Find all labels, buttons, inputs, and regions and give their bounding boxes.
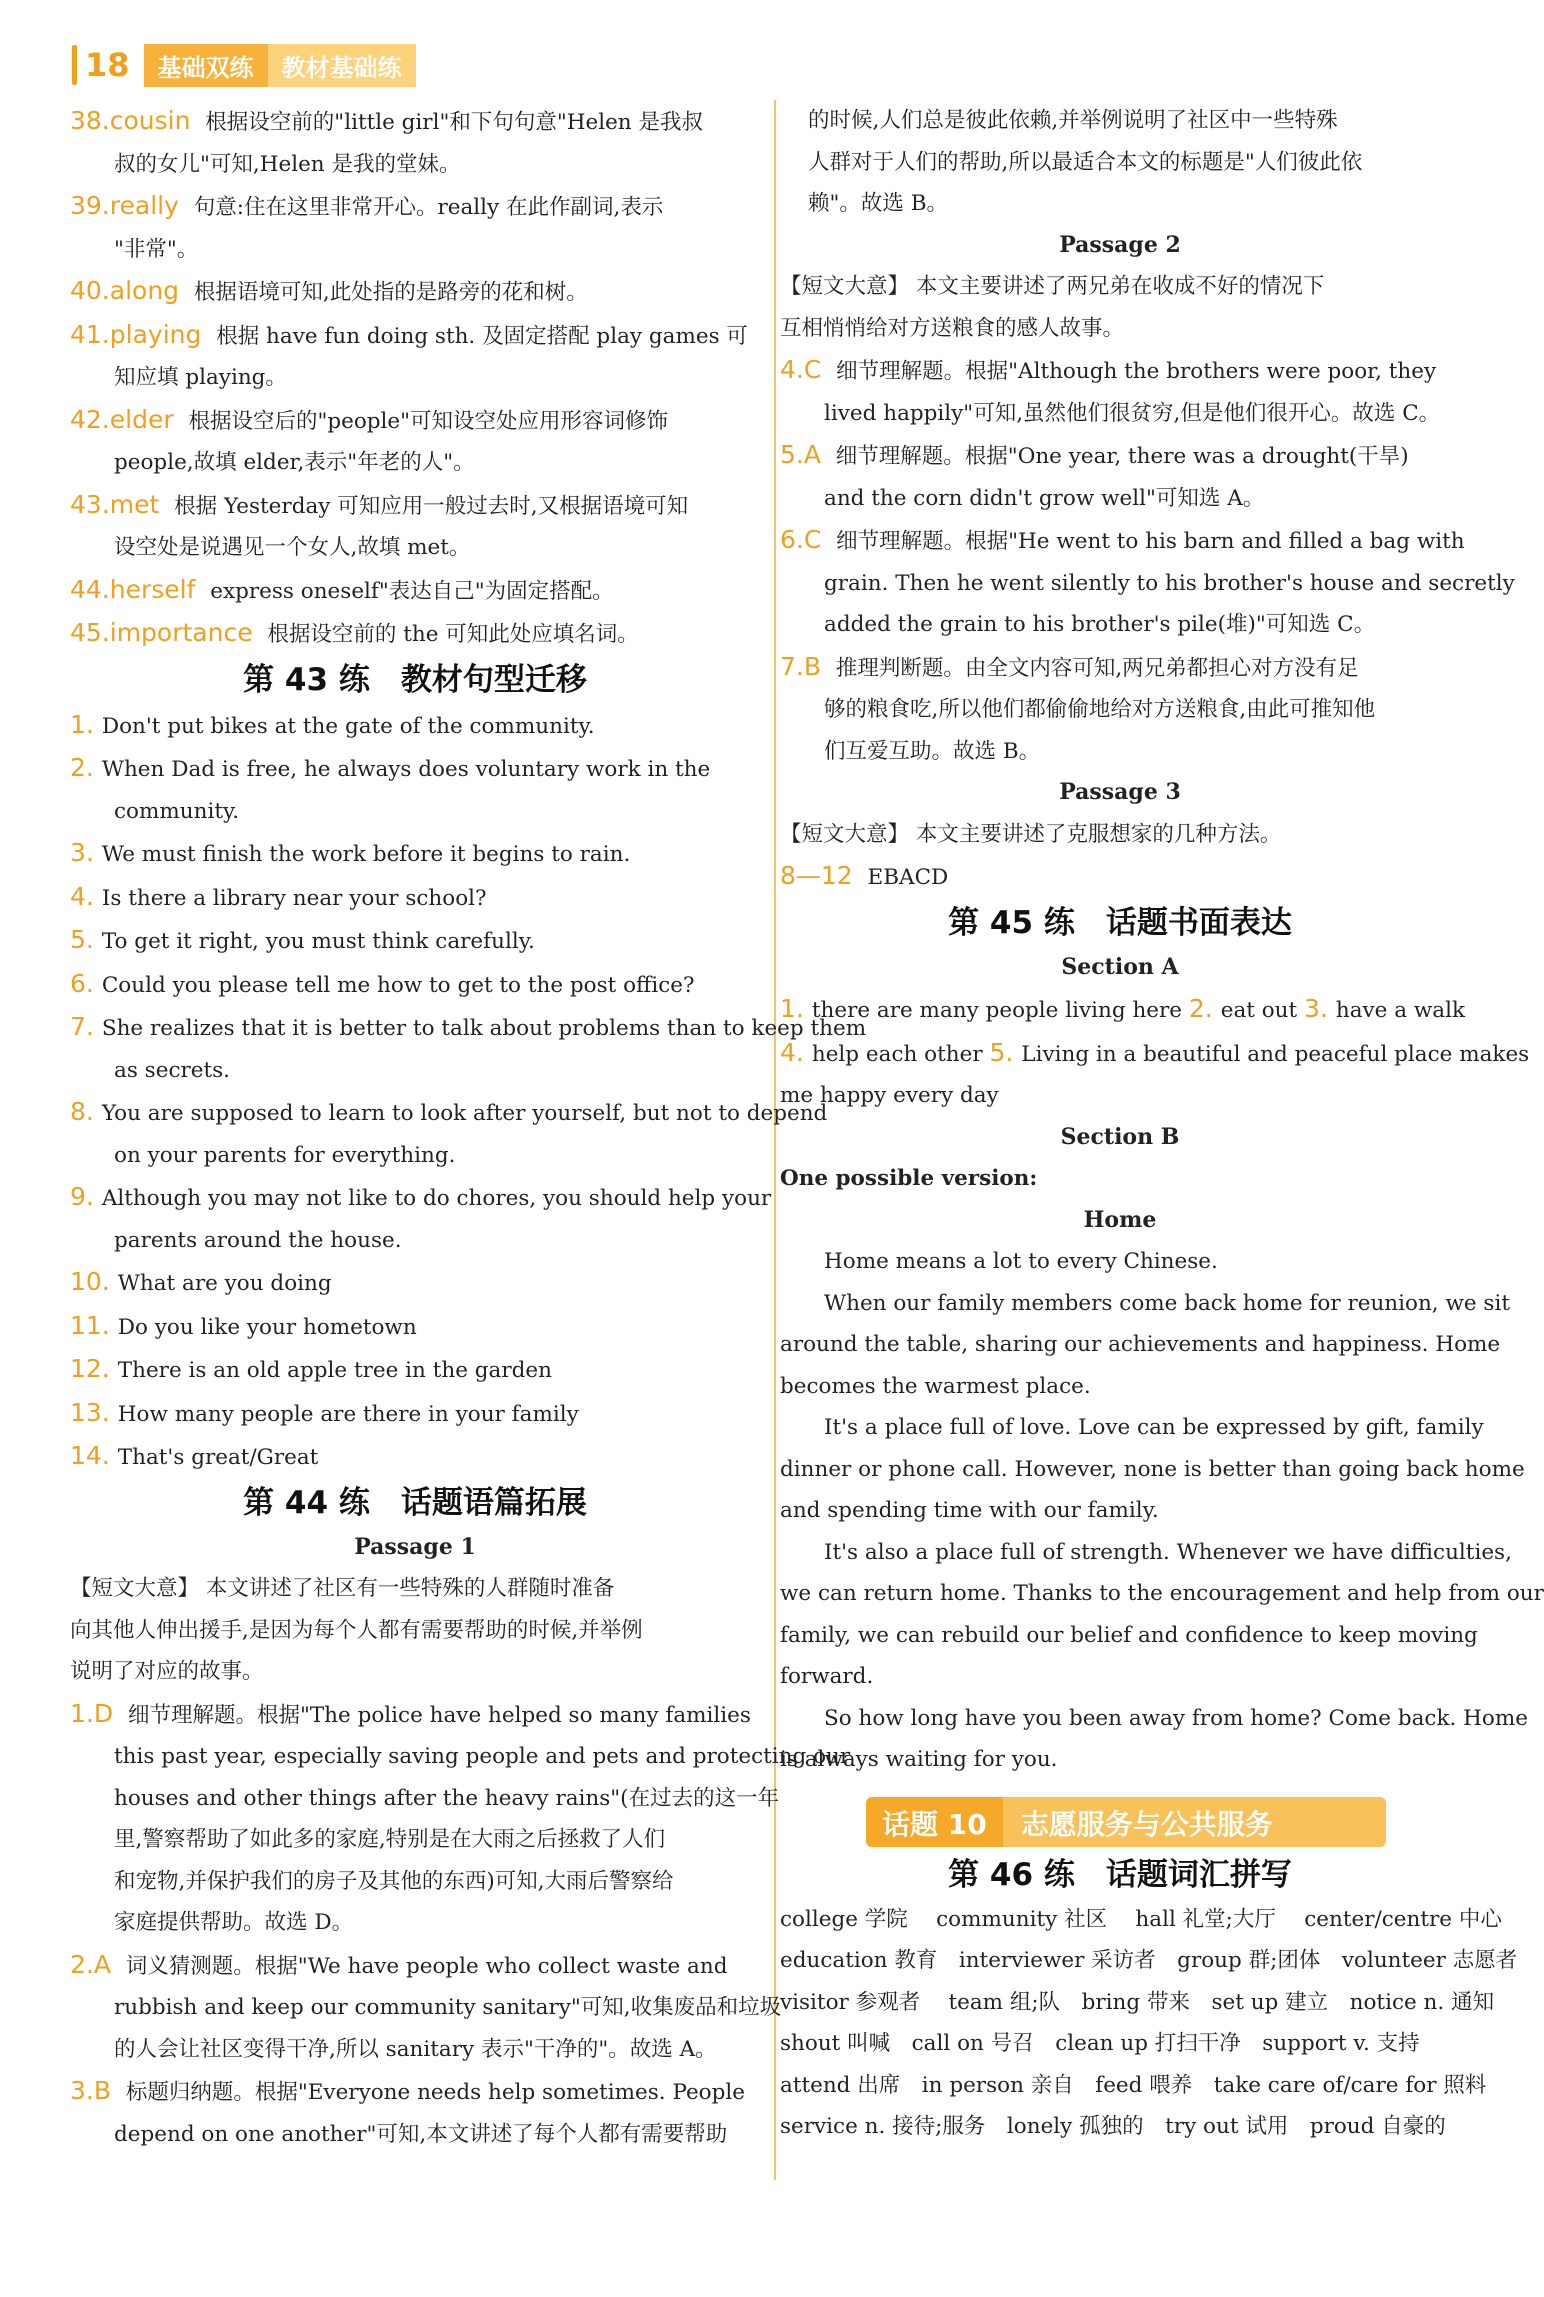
answer-line — [780, 604, 1460, 646]
vocab-line: education 教育 interviewer 采访者 group 群;团体 volunteer 志愿者 — [780, 1948, 1518, 1973]
item-text: That's great/Great — [117, 1445, 319, 1470]
answer-line — [70, 527, 760, 569]
item-text: 细节理解题。根据"He went to his barn and filled a bag with — [829, 529, 1465, 554]
item-text: 根据设空后的"people"可知设空处应用形容词修饰 — [181, 408, 669, 434]
answer-line — [780, 731, 1460, 773]
answer-line — [70, 569, 760, 613]
item-text: added the grain to his brother's pile(堆)"可知选 C。 — [824, 612, 1376, 637]
item-text: Do you like your hometown — [117, 1314, 417, 1340]
answer-line — [70, 1610, 760, 1652]
answer-line — [780, 478, 1460, 520]
item-number: 4. — [70, 881, 94, 911]
item-number: 41.playing — [70, 319, 202, 349]
essay-line: It's a place full of love. Love can be expressed by gift, family — [824, 1415, 1484, 1440]
item-number: 11. — [70, 1310, 110, 1340]
item-text: 知应填 playing。 — [114, 365, 287, 390]
item-text: You are supposed to learn to look after yourself, but not to depend — [101, 1101, 828, 1126]
answer-line — [70, 1693, 760, 1737]
item-text: 里,警察帮助了如此多的家庭,特别是在大雨之后拯救了人们 — [114, 1827, 666, 1852]
item-text: 说明了对应的故事。 — [70, 1659, 264, 1684]
answer-line — [70, 1778, 780, 1820]
possible-version-label: One possible version: — [780, 1166, 1038, 1191]
item-number: 10. — [70, 1267, 110, 1296]
answer-line — [70, 919, 760, 963]
item-number: 1. — [70, 709, 94, 739]
item-text: people,故填 elder,表示"年老的人"。 — [114, 450, 475, 475]
item-text: parents around the house. — [114, 1227, 402, 1253]
section-43-title: 第 43 练 教材句型迁移 — [243, 661, 587, 698]
answer-line — [780, 689, 1460, 731]
item-text: 【短文大意】 本文讲述了社区有一些特殊的人群随时准备 — [70, 1576, 615, 1601]
answer-line — [70, 185, 760, 229]
answer-line — [70, 1392, 760, 1436]
item-text: 和宠物,并保护我们的房子及其他的东西)可知,大雨后警察给 — [114, 1868, 674, 1894]
answer-line — [70, 791, 760, 833]
item-text: How many people are there in your family — [117, 1401, 579, 1427]
item-number: 8. — [70, 1097, 94, 1126]
answer-line — [70, 1220, 760, 1262]
item-number: 42.elder — [70, 404, 174, 434]
answer-line — [70, 1736, 851, 1778]
answer-list-42 — [70, 100, 760, 656]
answer-line — [70, 1435, 760, 1479]
answer-line — [780, 563, 1515, 605]
item-text: We must finish the work before it begins to rain. — [101, 842, 631, 867]
answer-line — [70, 357, 760, 399]
column-divider — [774, 100, 776, 2180]
item-text: 根据语境可知,此处指的是路旁的花和树。 — [187, 280, 588, 305]
passage-2-answers — [780, 266, 1515, 772]
topic-banner — [866, 1797, 1386, 1847]
passage-3-title: Passage 3 — [1059, 779, 1181, 805]
continued-text — [780, 100, 1460, 225]
answer-line — [70, 270, 760, 314]
item-text: What are you doing — [117, 1271, 332, 1296]
item-number: 7. — [70, 1012, 94, 1041]
text-line: 的时候,人们总是彼此依赖,并举例说明了社区中一些特殊 — [808, 108, 1338, 133]
answer-line — [70, 2070, 760, 2114]
answer-line — [70, 442, 760, 484]
item-text: 细节理解题。根据"The police have helped so many families — [121, 1702, 751, 1728]
answer-line — [780, 393, 1460, 435]
answer-line — [70, 314, 760, 358]
item-number: 3. — [70, 838, 94, 867]
page-header — [72, 42, 416, 88]
item-text: 标题归纳题。根据"Everyone needs help sometimes. People — [119, 2080, 745, 2105]
item-number: 7.B — [780, 651, 822, 681]
vocab-list — [780, 1899, 1518, 2148]
item-number: 5.A — [780, 440, 821, 469]
essay-line: becomes the warmest place. — [780, 1373, 1091, 1399]
answer-line — [70, 100, 760, 144]
answer-line — [70, 2029, 760, 2071]
item-text: this past year, especially saving people and pets and protecting our — [114, 1744, 851, 1769]
answer-line — [780, 266, 1460, 308]
answer-line — [70, 612, 760, 656]
section-45-title: 第 45 练 话题书面表达 — [948, 904, 1292, 941]
item-text: 们互爱互助。故选 B。 — [824, 738, 1041, 764]
header-tag-2: 教材基础练 — [268, 44, 416, 87]
item-text: There is an old apple tree in the garden — [117, 1358, 552, 1383]
item-text: 的人会让社区变得干净,所以 sanitary 表示"干净的"。故选 A。 — [114, 2036, 717, 2062]
item-text: 细节理解题。根据"One year, there was a drought(干旱) — [828, 444, 1409, 469]
vocab-line: college 学院 community 社区 hall 礼堂;大厅 center/centre 中心 — [780, 1906, 1502, 1932]
item-text: 根据 Yesterday 可知应用一般过去时,又根据语境可知 — [167, 493, 689, 519]
item-text: To get it right, you must think carefully. — [101, 929, 535, 954]
item-text: She realizes that it is better to talk about problems than to keep them — [101, 1016, 867, 1041]
answer-line — [70, 1348, 760, 1392]
item-text: on your parents for everything. — [114, 1142, 456, 1168]
answer-line — [780, 349, 1460, 393]
answer-line — [70, 963, 760, 1007]
topic-banner-title: 志愿服务与公共服务 — [1003, 1797, 1386, 1847]
answer-line — [70, 876, 760, 920]
answer-line — [70, 747, 760, 791]
item-number: 8—12 — [780, 861, 853, 890]
item-text: 家庭提供帮助。故选 D。 — [114, 1910, 354, 1935]
item-text: Although you may not like to do chores, you should help your — [101, 1186, 772, 1211]
item-number: 5. — [70, 925, 94, 954]
answer-line — [70, 144, 760, 186]
item-number: 9. — [70, 1182, 94, 1211]
section-a-answers — [780, 988, 1530, 1117]
item-text: EBACD — [860, 865, 949, 890]
item-text: 推理判断题。由全文内容可知,两兄弟都担心对方没有足 — [829, 655, 1359, 681]
answer-line — [70, 399, 760, 443]
item-text: 根据设空前的"little girl"和下句句意"Helen 是我叔 — [198, 110, 703, 135]
item-text: 【短文大意】 本文主要讲述了克服想家的几种方法。 — [780, 821, 1282, 847]
vocab-line: visitor 参观者 team 组;队 bring 带来 set up 建立 notice n. 通知 — [780, 1989, 1495, 2015]
item-number: 13. — [70, 1397, 110, 1427]
section-a-title: Section A — [1061, 953, 1179, 980]
answer-line — [70, 1568, 760, 1610]
answer-line — [780, 646, 1460, 690]
answer-line — [780, 519, 1465, 563]
item-number: 1.D — [70, 1698, 114, 1728]
header-tag-1: 基础双练 — [144, 44, 268, 87]
item-number: 43.met — [70, 489, 160, 519]
answer-line — [70, 1006, 867, 1050]
item-text: rubbish and keep our community sanitary"可知,收集废品和垃圾 — [114, 1995, 782, 2020]
item-text: grain. Then he went silently to his brother's house and secretly — [824, 570, 1515, 596]
section-46-title: 第 46 练 话题词汇拼写 — [948, 1856, 1292, 1893]
answer-line — [70, 1651, 760, 1693]
item-text: Don't put bikes at the gate of the community. — [101, 713, 595, 739]
item-number: 40.along — [70, 276, 180, 305]
answer-line — [70, 484, 760, 528]
item-text: 【短文大意】 本文主要讲述了两兄弟在收成不好的情况下 — [780, 274, 1325, 299]
item-text: 互相悄悄给对方送粮食的感人故事。 — [780, 315, 1125, 341]
essay-line: family, we can rebuild our belief and confidence to keep moving — [780, 1622, 1478, 1648]
page-number: 18 — [85, 46, 130, 84]
answer-line — [70, 2114, 760, 2156]
item-text: as secrets. — [114, 1057, 230, 1083]
item-text: depend on one another"可知,本文讲述了每个人都有需要帮助 — [114, 2121, 728, 2147]
essay-body — [780, 1241, 1544, 1781]
topic-banner-number: 话题 10 — [866, 1797, 1003, 1847]
item-text: 叔的女儿"可知,Helen 是我的堂妹。 — [114, 151, 461, 177]
text-line: 赖"。故选 B。 — [808, 191, 949, 216]
essay-line: and spending time with our family. — [780, 1498, 1159, 1523]
essay-line: is always waiting for you. — [780, 1747, 1058, 1772]
essay-line: When our family members come back home for reunion, we sit — [824, 1290, 1510, 1316]
item-text: 细节理解题。根据"Although the brothers were poor, they — [829, 359, 1437, 384]
text-line: 人群对于人们的帮助,所以最适合本文的标题是"人们彼此依 — [808, 149, 1363, 175]
essay-line: forward. — [780, 1664, 874, 1689]
item-text: express oneself"表达自己"为固定搭配。 — [203, 578, 614, 604]
answer-line: 1. there are many people living here 2. eat out 3. have a walk — [780, 994, 1466, 1023]
answer-line — [70, 229, 760, 271]
answer-line — [70, 1819, 760, 1861]
answer-line — [780, 855, 1460, 899]
item-number: 3.B — [70, 2076, 112, 2105]
section-b-title: Section B — [1060, 1123, 1180, 1150]
answer-line — [780, 814, 1460, 856]
essay-title: Home — [1083, 1206, 1157, 1233]
header-bracket — [72, 45, 77, 85]
item-text: and the corn didn't grow well"可知选 A。 — [824, 485, 1265, 511]
item-text: 够的粮食吃,所以他们都偷偷地给对方送粮食,由此可推知他 — [824, 697, 1376, 722]
item-text: 向其他人伸出援手,是因为每个人都有需要帮助的时候,并举例 — [70, 1617, 643, 1643]
vocab-line: service n. 接待;服务 lonely 孤独的 try out 试用 proud 自豪的 — [780, 2114, 1446, 2139]
answer-line — [780, 308, 1460, 350]
item-number: 14. — [70, 1441, 110, 1470]
answer-line: 4. help each other 5. Living in a beautiful and peaceful place makes — [780, 1037, 1530, 1067]
item-text: Is there a library near your school? — [101, 885, 487, 911]
answer-line — [70, 704, 760, 748]
item-number: 12. — [70, 1354, 110, 1383]
item-text: lived happily"可知,虽然他们很贫穷,但是他们很开心。故选 C。 — [824, 400, 1441, 426]
answer-line: me happy every day — [780, 1083, 999, 1108]
item-number: 4.C — [780, 355, 822, 384]
item-number: 2. — [70, 753, 94, 782]
section-44-title: 第 44 练 话题语篇拓展 — [243, 1484, 587, 1521]
answer-line — [70, 1135, 760, 1177]
vocab-line: attend 出席 in person 亲自 feed 喂养 take care of/care for 照料 — [780, 2072, 1487, 2098]
item-text: community. — [114, 798, 240, 824]
passage-1-title: Passage 1 — [354, 1533, 476, 1560]
answer-line — [70, 1944, 760, 1988]
essay-line: Home means a lot to every Chinese. — [824, 1249, 1218, 1274]
answer-line — [70, 1261, 760, 1305]
essay-line: around the table, sharing our achievements and happiness. Home — [780, 1332, 1501, 1357]
item-text: "非常"。 — [114, 236, 199, 262]
item-text: When Dad is free, he always does voluntary work in the — [101, 757, 711, 782]
item-text: 根据设空前的 the 可知此处应填名词。 — [260, 622, 639, 647]
vocab-line: shout 叫喊 call on 号召 clean up 打扫干净 support v. 支持 — [780, 2031, 1420, 2056]
item-number: 45.importance — [70, 618, 253, 647]
item-number: 2.A — [70, 1949, 111, 1979]
essay-line: dinner or phone call. However, none is better than going back home — [780, 1456, 1525, 1482]
item-text: 词义猜测题。根据"We have people who collect waste and — [118, 1953, 728, 1979]
essay-line: So how long have you been away from home? Come back. Home — [824, 1705, 1528, 1731]
item-number: 38.cousin — [70, 106, 191, 135]
item-text: 设空处是说遇见一个女人,故填 met。 — [114, 535, 471, 560]
item-text: 句意:住在这里非常开心。really 在此作副词,表示 — [186, 195, 664, 220]
answer-line — [70, 1987, 782, 2029]
answer-line — [70, 1176, 772, 1220]
answer-line — [70, 1305, 760, 1349]
answer-line — [70, 1861, 760, 1903]
passage-3-answers — [780, 814, 1460, 899]
essay-line: we can return home. Thanks to the encouragement and help from our — [780, 1581, 1544, 1606]
answer-line — [70, 832, 760, 876]
answer-line — [70, 1091, 828, 1135]
item-number: 6.C — [780, 525, 822, 554]
item-number: 39.really — [70, 191, 179, 220]
item-number: 6. — [70, 968, 94, 998]
item-number: 44.herself — [70, 574, 196, 604]
answer-line — [70, 1050, 760, 1092]
item-text: houses and other things after the heavy rains"(在过去的这一年 — [114, 1785, 780, 1811]
essay-line: It's also a place full of strength. Whenever we have difficulties, — [824, 1539, 1512, 1565]
item-text: Could you please tell me how to get to the post office? — [101, 972, 695, 998]
answer-line — [70, 1902, 760, 1944]
answer-line — [780, 434, 1460, 478]
passage-2-title: Passage 2 — [1059, 231, 1181, 258]
item-text: 根据 have fun doing sth. 及固定搭配 play games 可 — [209, 323, 748, 349]
